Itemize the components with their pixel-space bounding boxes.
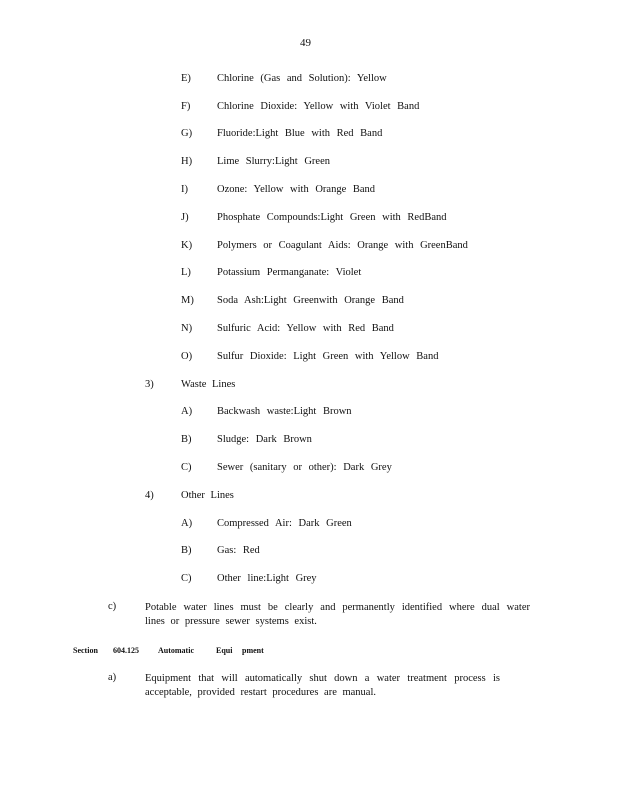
- list-item-letter: B): [181, 434, 192, 445]
- subsection-number: 4): [145, 490, 154, 501]
- list-item-text: Chlorine Dioxide: Yellow with Violet Band: [217, 101, 420, 112]
- subsection-heading: Waste Lines: [181, 379, 236, 390]
- list-item-letter: F): [181, 101, 191, 112]
- section-title-part: Equi: [216, 646, 233, 655]
- list-item-letter: A): [181, 518, 193, 529]
- list-item-text: Polymers or Coagulant Aids: Orange with GreenBand: [217, 240, 468, 251]
- list-item-text: Soda Ash:Light Greenwith Orange Band: [217, 295, 404, 306]
- list-item-letter: G): [181, 128, 193, 139]
- list-item-letter: M): [181, 295, 194, 306]
- paragraph-letter: a): [108, 672, 117, 683]
- list-item-text: Ozone: Yellow with Orange Band: [217, 184, 376, 195]
- list-item-text: Backwash waste:Light Brown: [217, 406, 352, 417]
- list-item-letter: O): [181, 351, 193, 362]
- equipment-paragraph: Equipment that will automatically shut down a water treatment process is acceptable, provided restart procedures are manual.: [145, 673, 500, 698]
- section-title-part: pment: [242, 646, 264, 655]
- list-item-text: Gas: Red: [217, 545, 260, 556]
- subsection-number: 3): [145, 379, 154, 390]
- subsection-heading: Other Lines: [181, 490, 234, 501]
- list-item-letter: C): [181, 462, 192, 473]
- list-item-text: Sewer (sanitary or other): Dark Grey: [217, 462, 392, 473]
- list-item-text: Phosphate Compounds:Light Green with RedBand: [217, 212, 447, 223]
- section-title-part: Automatic: [158, 646, 194, 655]
- list-item-letter: L): [181, 267, 191, 278]
- list-item-text: Other line:Light Grey: [217, 573, 317, 584]
- list-item-letter: K): [181, 240, 193, 251]
- page-number: 49: [300, 37, 311, 49]
- list-item-text: Sulfuric Acid: Yellow with Red Band: [217, 323, 394, 334]
- list-item-text: Compressed Air: Dark Green: [217, 518, 352, 529]
- section-label: Section: [73, 646, 98, 655]
- list-item-letter: J): [181, 212, 189, 223]
- list-item-letter: A): [181, 406, 193, 417]
- list-item-letter: B): [181, 545, 192, 556]
- list-item-text: Potassium Permanganate: Violet: [217, 267, 362, 278]
- list-item-text: Sulfur Dioxide: Light Green with Yellow Band: [217, 351, 439, 362]
- list-item-letter: I): [181, 184, 188, 195]
- list-item-letter: H): [181, 156, 193, 167]
- section-number: 604.125: [113, 646, 139, 655]
- list-item-text: Chlorine (Gas and Solution): Yellow: [217, 73, 387, 84]
- list-item-letter: C): [181, 573, 192, 584]
- paragraph-letter: c): [108, 601, 117, 612]
- list-item-text: Lime Slurry:Light Green: [217, 156, 330, 167]
- list-item-text: Fluoride:Light Blue with Red Band: [217, 128, 383, 139]
- potable-water-paragraph: Potable water lines must be clearly and permanently identified where dual water lines or pressure sewer systems exist.: [145, 602, 530, 627]
- list-item-letter: E): [181, 73, 191, 84]
- list-item-text: Sludge: Dark Brown: [217, 434, 312, 445]
- list-item-letter: N): [181, 323, 193, 334]
